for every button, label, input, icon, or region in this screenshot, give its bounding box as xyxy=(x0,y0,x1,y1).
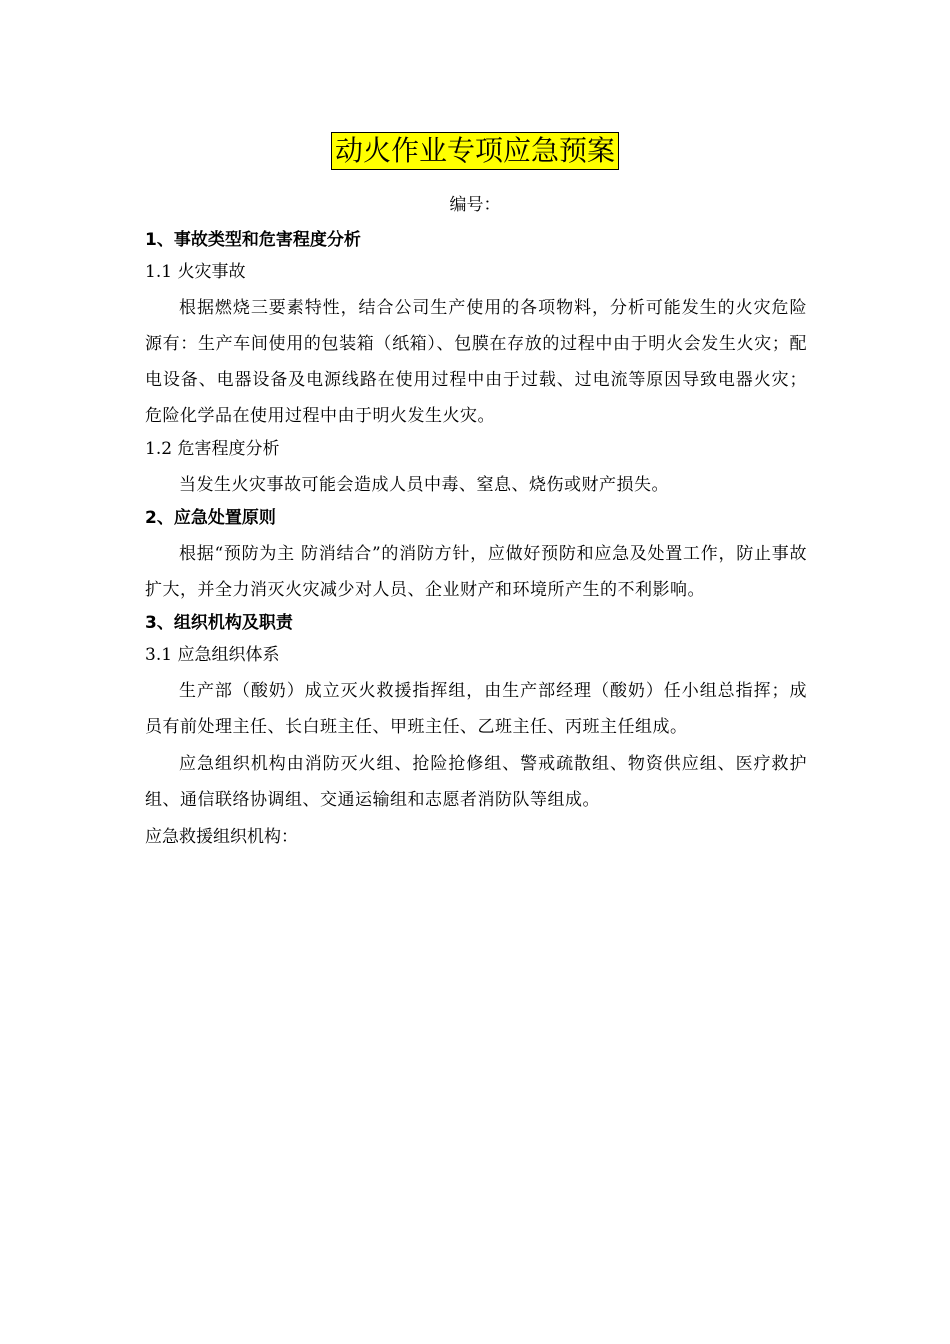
document-title: 动火作业专项应急预案 xyxy=(331,132,619,170)
paragraph-fire-hazards: 根据燃烧三要素特性，结合公司生产使用的各项物料，分析可能发生的火灾危险源有：生产车间使用的包装箱（纸箱）、包膜在存放的过程中由于明火会发生火灾；配电设备、电器设备及电源线路在使用过程中由于过载、过电流等原因导致电器火灾；危险化学品在使用过程中由于明火发生火灾。 xyxy=(145,298,807,426)
paragraph-organization-groups: 应急组织机构由消防灭火组、抢险抢修组、警戒疏散组、物资供应组、医疗救护组、通信联络协调组、交通运输组和志愿者消防队等组成。 xyxy=(145,754,807,810)
paragraph-response-principle: 根据“预防为主 防消结合”的消防方针，应做好预防和应急及处置工作，防止事故扩大，并全力消灭火灾减少对人员、企业财产和环境所产生的不利影响。 xyxy=(145,544,807,600)
title-wrap xyxy=(0,132,950,170)
subsection-heading-1-1: 1.1 火灾事故 xyxy=(145,262,246,282)
document-number-label: 编号： xyxy=(449,195,501,215)
organization-chart-label: 应急救援组织机构： xyxy=(145,827,298,847)
section-heading-1: 1、事故类型和危害程度分析 xyxy=(145,230,361,250)
paragraph-command-group: 生产部（酸奶）成立灭火救援指挥组，由生产部经理（酸奶）任小组总指挥；成员有前处理主任、长白班主任、甲班主任、乙班主任、丙班主任组成。 xyxy=(145,681,807,737)
subsection-heading-3-1: 3.1 应急组织体系 xyxy=(145,645,280,665)
subsection-heading-1-2: 1.2 危害程度分析 xyxy=(145,439,280,459)
section-heading-3: 3、组织机构及职责 xyxy=(145,613,293,633)
section-heading-2: 2、应急处置原则 xyxy=(145,508,276,528)
document-body xyxy=(145,226,807,855)
paragraph-harm-analysis: 当发生火灾事故可能会造成人员中毒、窒息、烧伤或财产损失。 xyxy=(179,475,669,495)
